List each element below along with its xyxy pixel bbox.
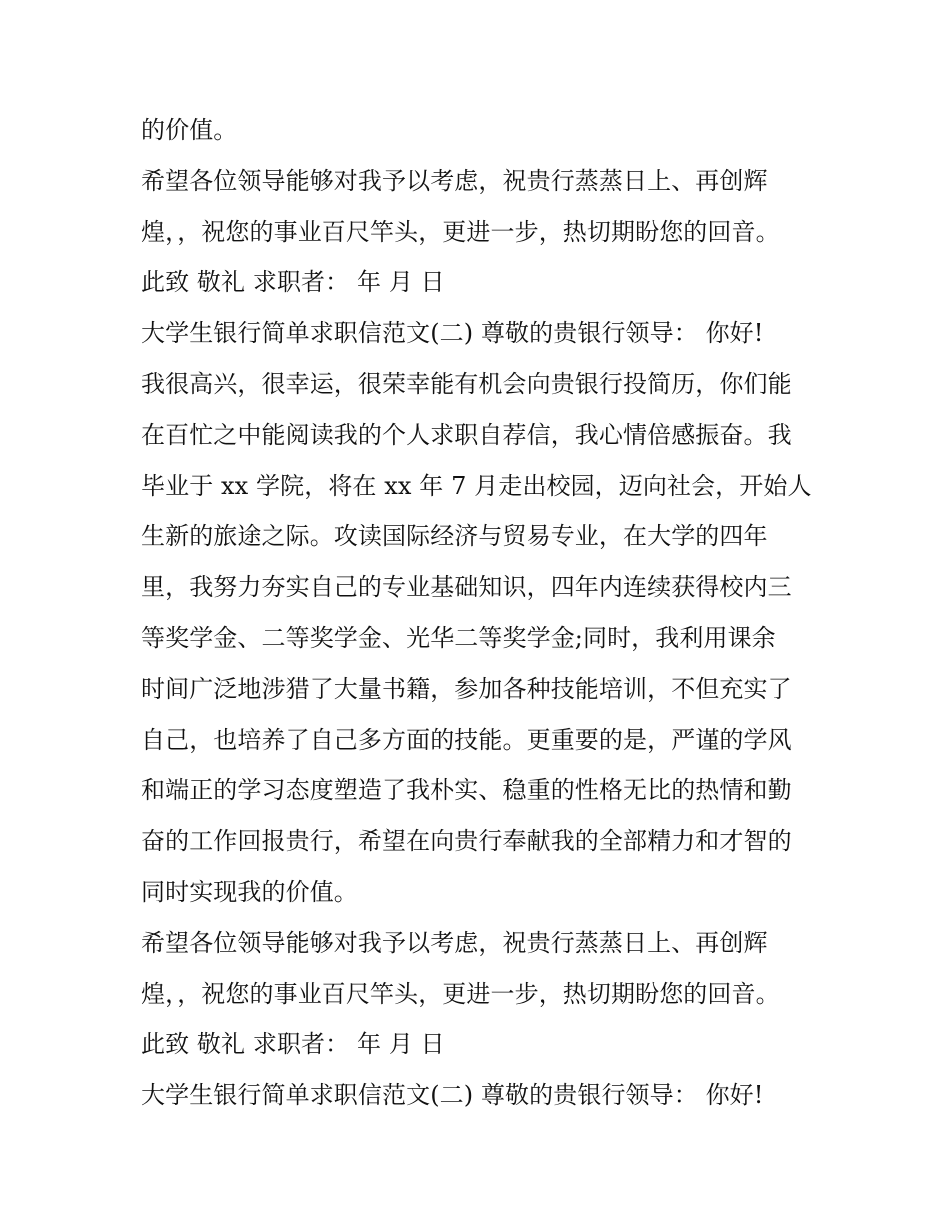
text-line: 在百忙之中能阅读我的个人求职自荐信，我心情倍感振奋。我 bbox=[141, 420, 792, 449]
text-line: 大学生银行简单求职信范文(二) 尊敬的贵银行领导： 你好! bbox=[141, 319, 764, 348]
text-line: 希望各位领导能够对我予以考虑，祝贵行蒸蒸日上、再创辉 bbox=[141, 166, 768, 195]
text-line: 和端正的学习态度塑造了我朴实、稳重的性格无比的热情和勤 bbox=[141, 776, 792, 805]
text-line: 毕业于 xx 学院，将在 xx 年 7 月走出校园，迈向社会，开始人 bbox=[141, 471, 812, 500]
text-line: 此致 敬礼 求职者： 年 月 日 bbox=[141, 1030, 445, 1059]
text-line: 的价值。 bbox=[141, 116, 238, 144]
text-line: 煌，，祝您的事业百尺竿头，更进一步，热切期盼您的回音。 bbox=[141, 217, 780, 246]
text-line: 此致 敬礼 求职者： 年 月 日 bbox=[141, 268, 445, 297]
text-line: 自己，也培养了自己多方面的技能。更重要的是，严谨的学风 bbox=[141, 725, 792, 754]
text-line: 时间广泛地涉猎了大量书籍，参加各种技能培训，不但充实了 bbox=[141, 674, 792, 703]
document-body bbox=[141, 105, 831, 1121]
text-line: 同时实现我的价值。 bbox=[141, 877, 358, 906]
text-line: 大学生银行简单求职信范文(二) 尊敬的贵银行领导： 你好! bbox=[141, 1081, 764, 1110]
text-line: 希望各位领导能够对我予以考虑，祝贵行蒸蒸日上、再创辉 bbox=[141, 928, 768, 957]
text-line: 生新的旅途之际。攻读国际经济与贸易专业，在大学的四年 bbox=[141, 522, 768, 551]
text-line: 奋的工作回报贵行，希望在向贵行奉献我的全部精力和才智的 bbox=[141, 827, 792, 856]
text-line: 等奖学金、二等奖学金、光华二等奖学金;同时，我利用课余 bbox=[141, 623, 776, 652]
text-line: 煌，，祝您的事业百尺竿头，更进一步，热切期盼您的回音。 bbox=[141, 979, 780, 1008]
text-line: 里，我努力夯实自己的专业基础知识，四年内连续获得校内三 bbox=[141, 573, 792, 602]
text-line: 我很高兴，很幸运，很荣幸能有机会向贵银行投简历，你们能 bbox=[141, 369, 792, 398]
